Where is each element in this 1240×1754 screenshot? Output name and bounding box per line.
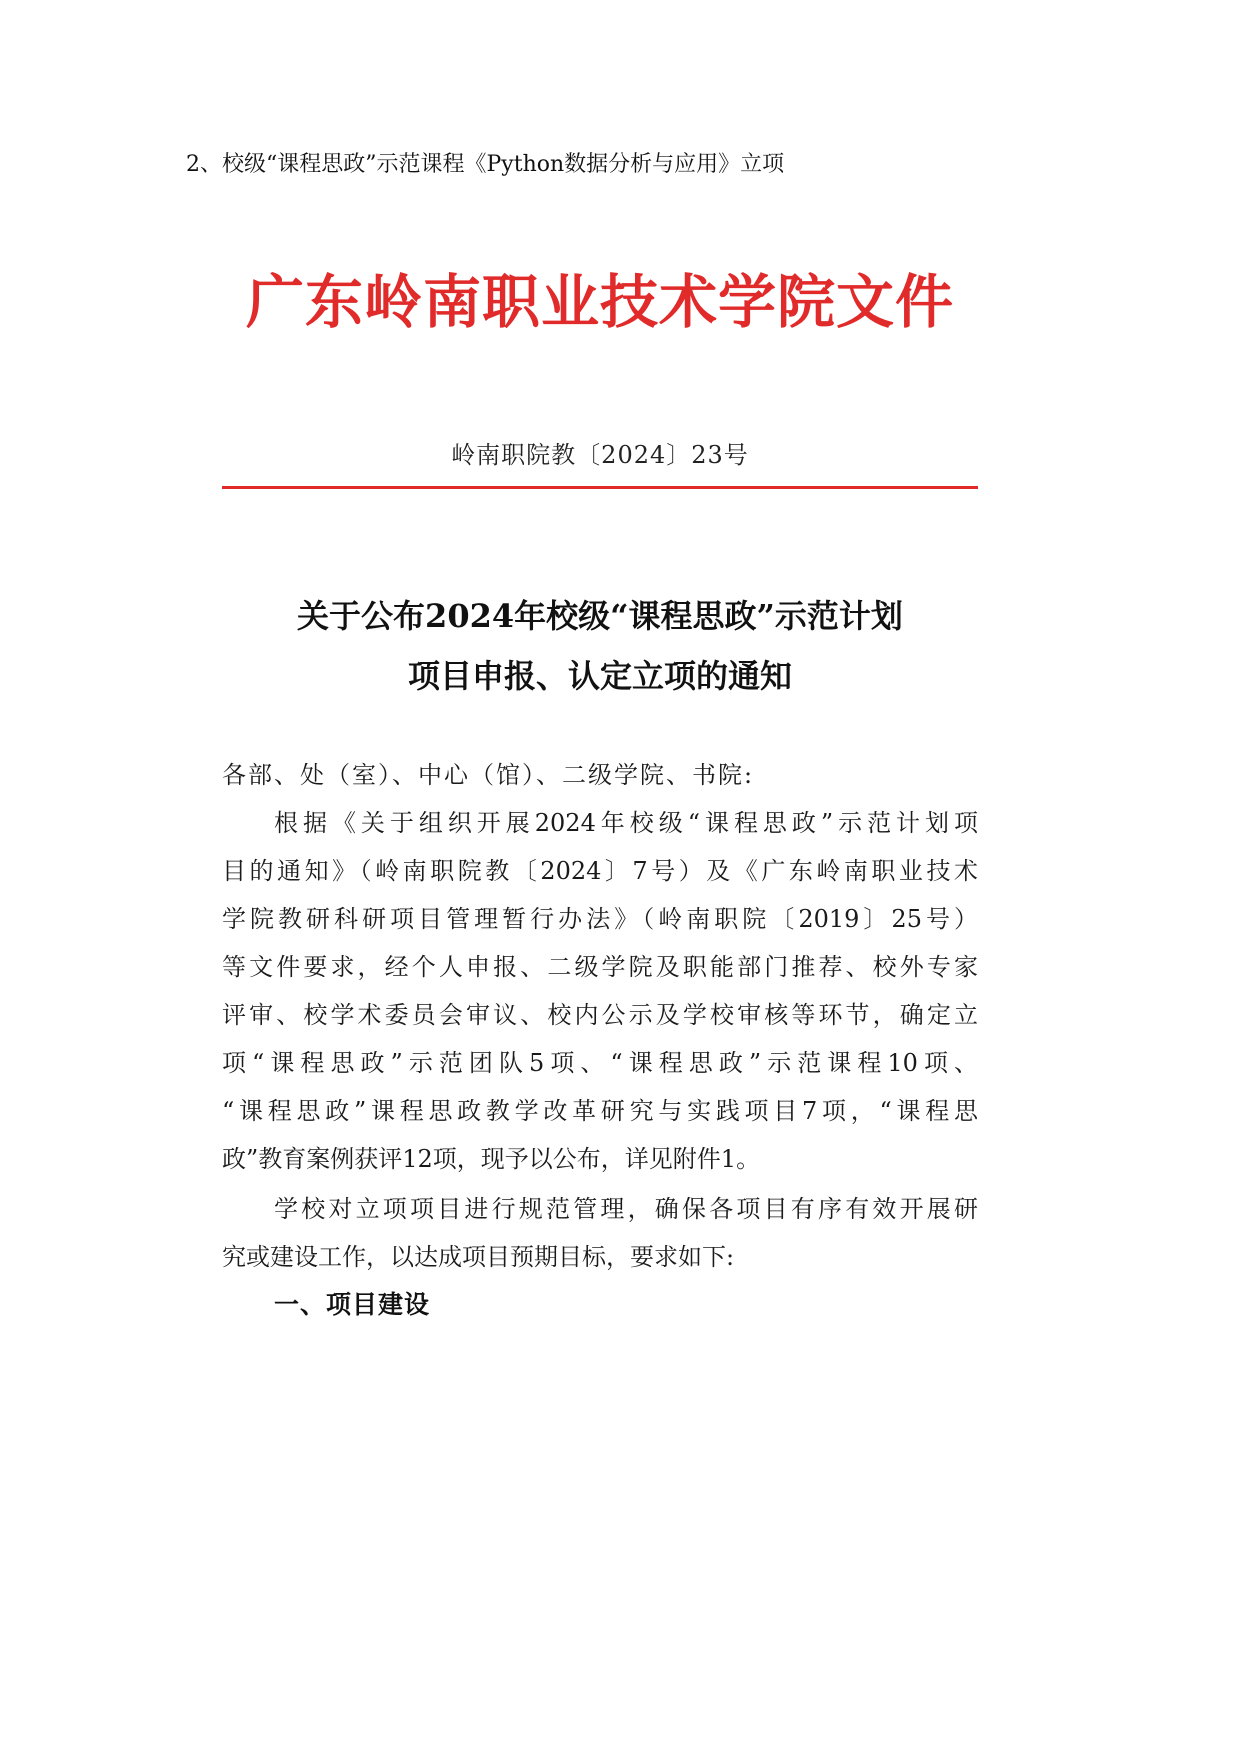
paragraph-line: 等文件要求，经个人申报、二级学院及职能部门推荐、校外专家 [222,953,978,981]
paragraph-line: 学校对立项项目进行规范管理，确保各项目有序有效开展研 [274,1195,978,1223]
paragraph-line: “课程思政”课程思政教学改革研究与实践项目7项，“课程思 [222,1097,978,1125]
paragraph-line: 目的通知》（岭南职院教〔2024〕7号）及《广东岭南职业技术 [222,857,978,885]
caption: 2、校级“课程思政”示范课程《Python数据分析与应用》立项 [186,152,785,177]
paragraph-line: 评审、校学术委员会审议、校内公示及学校审核等环节，确定立 [222,1001,978,1029]
document-number: 岭南职院教〔2024〕23号 [451,441,749,469]
notice-title-line-1: 关于公布2024年校级“课程思政”示范计划 [297,597,903,635]
salutation: 各部、处（室）、中心（馆）、二级学院、书院: [222,761,755,789]
paragraph-line: 学院教研科研项目管理暂行办法》（岭南职院〔2019〕25号） [222,905,978,933]
paragraph-line: 究或建设工作，以达成项目预期目标，要求如下: [222,1243,735,1271]
section-heading: 一、项目建设 [274,1290,431,1319]
notice-title-line-2: 项目申报、认定立项的通知 [407,657,792,695]
paragraph-line: 根据《关于组织开展2024年校级“课程思政”示范计划项 [274,809,978,837]
red-divider [222,486,978,489]
paragraph-line: 政”教育案例获评12项，现予以公布，详见附件1。 [222,1145,761,1173]
document-header: 广东岭南职业技术学院文件 [245,268,954,336]
paragraph-line: 项“课程思政”示范团队5项、“课程思政”示范课程10项、 [222,1049,978,1077]
